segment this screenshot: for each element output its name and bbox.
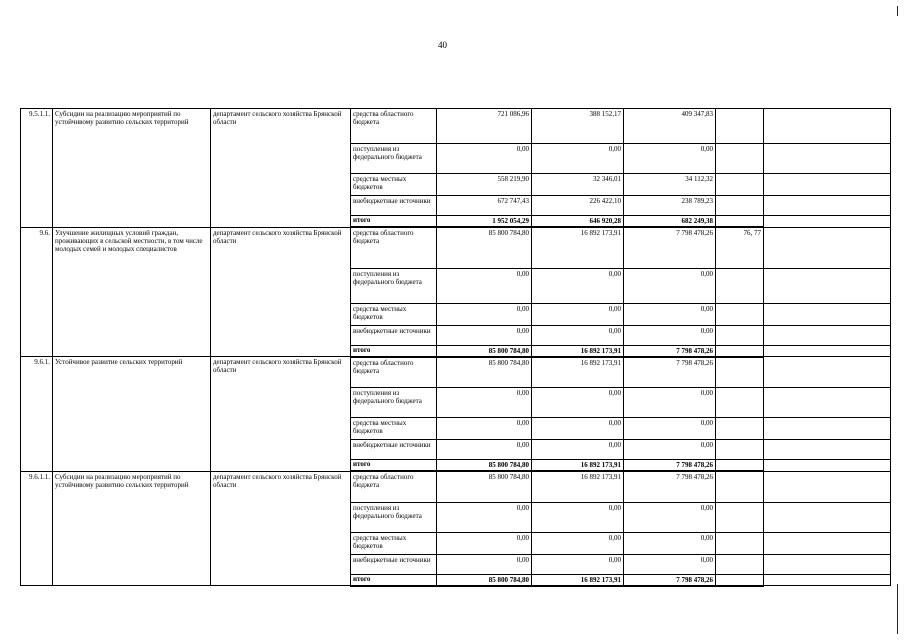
indicator-ref [716, 109, 764, 144]
funding-source: средства местных бюджетов [351, 303, 437, 325]
funding-source: средства областного бюджета [351, 471, 437, 502]
empty-cell [764, 460, 891, 472]
funding-source: средства областного бюджета [351, 109, 437, 144]
indicator-ref [716, 418, 764, 440]
amount-year-3: 0,00 [624, 303, 716, 325]
funding-source: итого [351, 574, 437, 586]
funding-source: средства областного бюджета [351, 227, 437, 268]
amount-year-3: 0,00 [624, 440, 716, 460]
indicator-ref [716, 216, 764, 228]
amount-year-1: 1 952 054,29 [437, 216, 532, 228]
amount-year-2: 646 920,28 [532, 216, 624, 228]
funding-source: поступления из федерального бюджета [351, 268, 437, 303]
table-row [21, 471, 891, 502]
amount-year-3: 682 249,38 [624, 216, 716, 228]
empty-cell [764, 345, 891, 357]
indicator-ref [716, 268, 764, 303]
amount-year-2: 0,00 [532, 440, 624, 460]
indicator-ref [716, 174, 764, 196]
funding-source: поступления из федерального бюджета [351, 388, 437, 418]
item-executor: департамент сельского хозяйства Брянской области [211, 471, 351, 586]
amount-year-2: 0,00 [532, 144, 624, 174]
scan-edge-mark-bottom [897, 584, 898, 634]
amount-year-1: 85 800 784,80 [437, 345, 532, 357]
amount-year-2: 0,00 [532, 532, 624, 554]
empty-cell [764, 574, 891, 586]
table-row [21, 109, 891, 144]
empty-cell [764, 303, 891, 325]
indicator-ref [716, 325, 764, 345]
indicator-ref [716, 554, 764, 574]
amount-year-3: 0,00 [624, 325, 716, 345]
amount-year-3: 409 347,83 [624, 109, 716, 144]
amount-year-3: 7 798 478,26 [624, 227, 716, 268]
amount-year-1: 85 800 784,80 [437, 460, 532, 472]
amount-year-3: 0,00 [624, 268, 716, 303]
empty-cell [764, 325, 891, 345]
indicator-ref [716, 196, 764, 216]
empty-cell [764, 268, 891, 303]
amount-year-1: 672 747,43 [437, 196, 532, 216]
amount-year-3: 7 798 478,26 [624, 460, 716, 472]
budget-table [20, 108, 891, 587]
funding-source: итого [351, 216, 437, 228]
amount-year-2: 226 422,10 [532, 196, 624, 216]
amount-year-3: 0,00 [624, 532, 716, 554]
item-name: Устойчивое развитие сельских территорий [53, 357, 211, 472]
table-row [21, 227, 891, 268]
funding-source: итого [351, 460, 437, 472]
amount-year-2: 0,00 [532, 502, 624, 532]
amount-year-1: 85 800 784,80 [437, 357, 532, 388]
amount-year-3: 0,00 [624, 418, 716, 440]
amount-year-2: 0,00 [532, 325, 624, 345]
indicator-ref [716, 303, 764, 325]
amount-year-1: 0,00 [437, 418, 532, 440]
indicator-ref [716, 144, 764, 174]
amount-year-3: 7 798 478,26 [624, 574, 716, 586]
indicator-ref [716, 345, 764, 357]
item-executor: департамент сельского хозяйства Брянской области [211, 227, 351, 357]
indicator-ref [716, 388, 764, 418]
funding-source: итого [351, 345, 437, 357]
item-name: Субсидии на реализацию мероприятий по устойчивому развитию сельских территорий [53, 471, 211, 586]
amount-year-3: 0,00 [624, 554, 716, 574]
amount-year-3: 0,00 [624, 502, 716, 532]
indicator-ref [716, 460, 764, 472]
amount-year-1: 558 219,90 [437, 174, 532, 196]
table-row [21, 357, 891, 388]
funding-source: средства местных бюджетов [351, 174, 437, 196]
item-executor: департамент сельского хозяйства Брянской области [211, 109, 351, 228]
item-executor: департамент сельского хозяйства Брянской области [211, 357, 351, 472]
amount-year-1: 0,00 [437, 532, 532, 554]
empty-cell [764, 109, 891, 144]
funding-source: поступления из федерального бюджета [351, 144, 437, 174]
amount-year-3: 0,00 [624, 388, 716, 418]
amount-year-2: 16 892 173,91 [532, 574, 624, 586]
item-code: 9.5.1.1. [21, 109, 53, 228]
amount-year-2: 388 152,17 [532, 109, 624, 144]
page-number: 40 [438, 40, 447, 50]
amount-year-3: 0,00 [624, 144, 716, 174]
amount-year-2: 16 892 173,91 [532, 357, 624, 388]
item-code: 9.6.1. [21, 357, 53, 472]
empty-cell [764, 471, 891, 502]
funding-source: внебюджетные источники [351, 440, 437, 460]
funding-source: внебюджетные источники [351, 554, 437, 574]
empty-cell [764, 196, 891, 216]
amount-year-1: 0,00 [437, 268, 532, 303]
empty-cell [764, 532, 891, 554]
funding-source: средства областного бюджета [351, 357, 437, 388]
amount-year-1: 85 800 784,80 [437, 574, 532, 586]
indicator-ref [716, 502, 764, 532]
amount-year-1: 0,00 [437, 325, 532, 345]
funding-source: средства местных бюджетов [351, 532, 437, 554]
empty-cell [764, 216, 891, 228]
empty-cell [764, 502, 891, 532]
amount-year-1: 0,00 [437, 440, 532, 460]
amount-year-1: 0,00 [437, 554, 532, 574]
empty-cell [764, 144, 891, 174]
indicator-ref [716, 574, 764, 586]
empty-cell [764, 388, 891, 418]
amount-year-1: 0,00 [437, 388, 532, 418]
amount-year-1: 85 800 784,80 [437, 471, 532, 502]
indicator-ref [716, 357, 764, 388]
amount-year-2: 16 892 173,91 [532, 227, 624, 268]
indicator-ref [716, 532, 764, 554]
amount-year-2: 0,00 [532, 554, 624, 574]
amount-year-2: 16 892 173,91 [532, 460, 624, 472]
amount-year-1: 721 086,96 [437, 109, 532, 144]
amount-year-2: 16 892 173,91 [532, 345, 624, 357]
empty-cell [764, 174, 891, 196]
funding-source: внебюджетные источники [351, 196, 437, 216]
amount-year-2: 0,00 [532, 303, 624, 325]
amount-year-2: 0,00 [532, 268, 624, 303]
indicator-ref [716, 440, 764, 460]
indicator-ref [716, 471, 764, 502]
item-name: Улучшение жилищных условий граждан, проживающих в сельской местности, в том числе молодых семей и молодых специалистов [53, 227, 211, 357]
amount-year-3: 7 798 478,26 [624, 345, 716, 357]
amount-year-2: 0,00 [532, 388, 624, 418]
item-code: 9.6.1.1. [21, 471, 53, 586]
empty-cell [764, 357, 891, 388]
scan-edge-mark-top [897, 6, 898, 16]
amount-year-2: 16 892 173,91 [532, 471, 624, 502]
amount-year-1: 0,00 [437, 303, 532, 325]
funding-source: внебюджетные источники [351, 325, 437, 345]
funding-source: поступления из федерального бюджета [351, 502, 437, 532]
empty-cell [764, 554, 891, 574]
item-name: Субсидии на реализацию мероприятий по устойчивому развитию сельских территорий [53, 109, 211, 228]
amount-year-2: 32 346,01 [532, 174, 624, 196]
amount-year-1: 0,00 [437, 144, 532, 174]
amount-year-2: 0,00 [532, 418, 624, 440]
amount-year-3: 34 112,32 [624, 174, 716, 196]
funding-source: средства местных бюджетов [351, 418, 437, 440]
amount-year-1: 0,00 [437, 502, 532, 532]
empty-cell [764, 227, 891, 268]
amount-year-3: 238 789,23 [624, 196, 716, 216]
indicator-ref: 76, 77 [716, 227, 764, 268]
empty-cell [764, 440, 891, 460]
amount-year-1: 85 800 784,80 [437, 227, 532, 268]
amount-year-3: 7 798 478,26 [624, 471, 716, 502]
item-code: 9.6. [21, 227, 53, 357]
empty-cell [764, 418, 891, 440]
amount-year-3: 7 798 478,26 [624, 357, 716, 388]
